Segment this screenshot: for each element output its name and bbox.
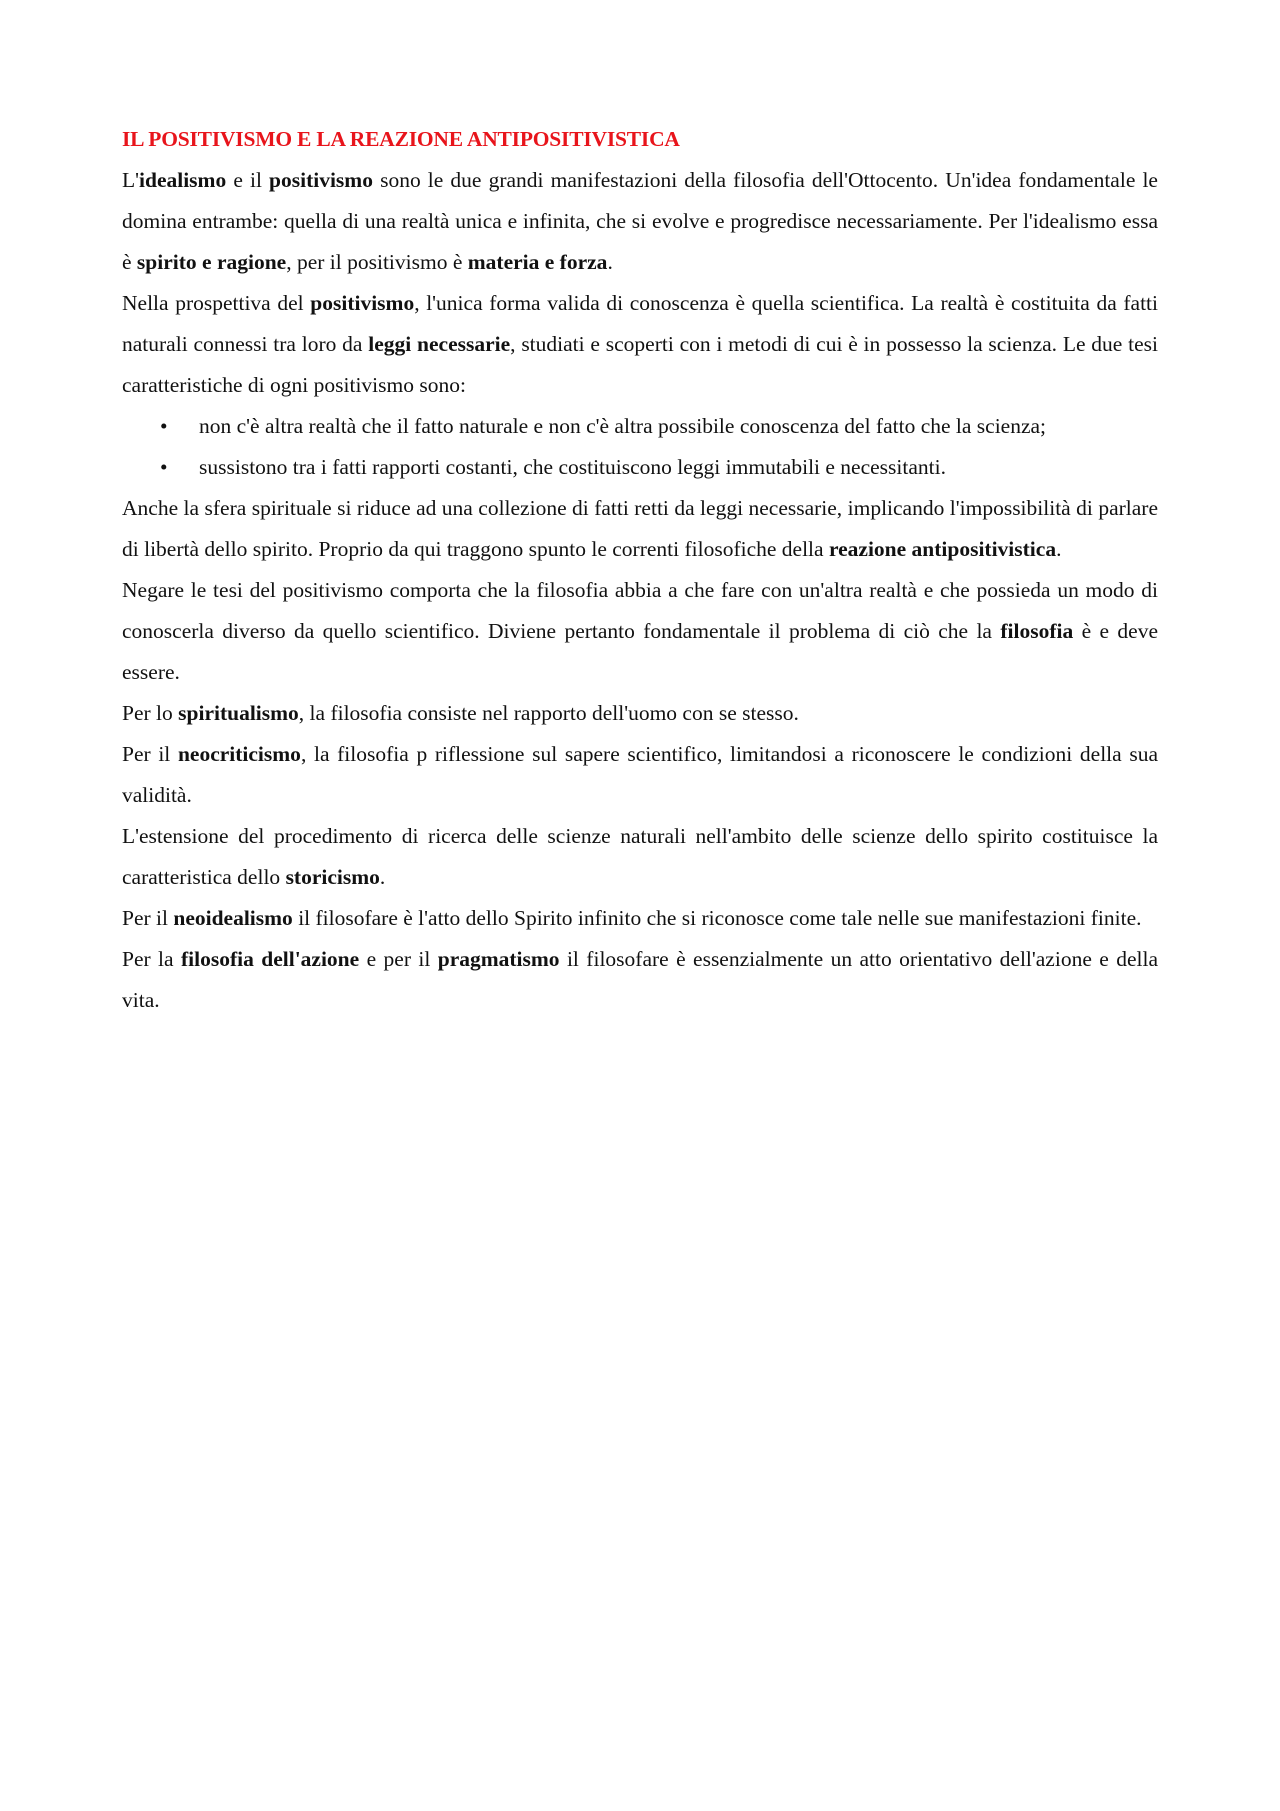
text: L'estensione del procedimento di ricerca delle scienze naturali nell'ambito delle scienze dello spirito costituisce la caratteristica dello [122,824,1158,889]
text: e per il [359,947,438,971]
text: Anche la sfera spirituale si riduce ad una collezione di fatti retti da leggi necessarie, implicando l'impossibilità di parlare di libertà dello spirito. Proprio da qui traggono spunto le correnti filosofiche della [122,496,1158,561]
paragraph-neoidealism [122,898,1158,939]
list-item [122,447,1158,488]
bold-term: positivismo [269,168,373,192]
text: . [379,865,386,889]
bold-term: spiritualismo [178,701,299,725]
paragraph-historicism [122,816,1158,898]
document-title: IL POSITIVISMO E LA REAZIONE ANTIPOSITIVISTICA [122,127,680,151]
text: e il [226,168,270,192]
text: Per la [122,947,181,971]
text: , la filosofia consiste nel rapporto dell'uomo con se stesso. [298,701,799,725]
paragraph-idealism-positivism [122,160,1158,283]
text: . [1056,537,1062,561]
bold-term: idealismo [139,168,227,192]
bold-term: filosofia [1000,619,1074,643]
text: L' [122,168,140,192]
text: , la filosofia p riflessione sul sapere scientifico, limitandosi a riconoscere le condizioni della sua validità. [122,742,1159,807]
text: Per il [122,742,178,766]
text: , per il positivismo è [286,250,468,274]
list-item-text: sussistono tra i fatti rapporti costanti, che costituiscono leggi immutabili e necessitanti. [199,455,946,479]
paragraph-positivism-perspective [122,283,1158,406]
text: Per lo [122,701,179,725]
bold-term: leggi necessarie [368,332,511,356]
list-item [122,406,1158,447]
paragraph-spiritual-sphere [122,488,1158,570]
text: , l'unica forma valida di conoscenza è quella scientifica. La realtà è costituita da fatti naturali connessi tra loro da [122,291,1159,356]
bold-term: materia e forza [467,250,608,274]
bullet-icon: • [160,414,168,438]
text: è e deve essere. [122,619,1159,684]
text: . [607,250,613,274]
text: sono le due grandi manifestazioni della filosofia dell'Ottocento. Un'idea fondamentale le domina entrambe: quella di una realtà unica e infinita, che si evolve e progredisce necessariamente. Per l'idealismo essa è [122,168,1158,274]
text: Per il [122,906,174,930]
bold-term: spirito e ragione [136,250,287,274]
list-item-text: non c'è altra realtà che il fatto naturale e non c'è altra possibile conoscenza del fatto che la scienza; [199,414,1047,438]
paragraph-spiritualism [122,693,1158,734]
text: il filosofare è essenzialmente un atto orientativo dell'azione e della vita. [122,947,1158,1012]
paragraph-neocriticism [122,734,1158,816]
bullet-list [122,406,1158,488]
paragraph-pragmatism [122,939,1158,1021]
text: , studiati e scoperti con i metodi di cui è in possesso la scienza. Le due tesi caratteristiche di ogni positivismo sono: [122,332,1158,397]
bold-term: filosofia dell'azione [180,947,360,971]
bold-term: reazione antipositivistica [828,537,1057,561]
bold-term: neoidealismo [173,906,293,930]
bold-term: pragmatismo [437,947,560,971]
bold-term: positivismo [310,291,415,315]
document-page [122,119,1158,1021]
text: Nella prospettiva del [122,291,311,315]
paragraph-negating-positivism [122,570,1158,693]
bold-term: storicismo [285,865,380,889]
bullet-icon: • [160,455,168,479]
text: Negare le tesi del positivismo comporta che la filosofia abbia a che fare con un'altra realtà e che possieda un modo di conoscerla diverso da quello scientifico. Diviene pertanto fondamentale il problema di ciò che la [122,578,1158,643]
text: il filosofare è l'atto dello Spirito infinito che si riconosce come tale nelle sue manifestazioni finite. [292,906,1142,930]
bold-term: neocriticismo [177,742,301,766]
